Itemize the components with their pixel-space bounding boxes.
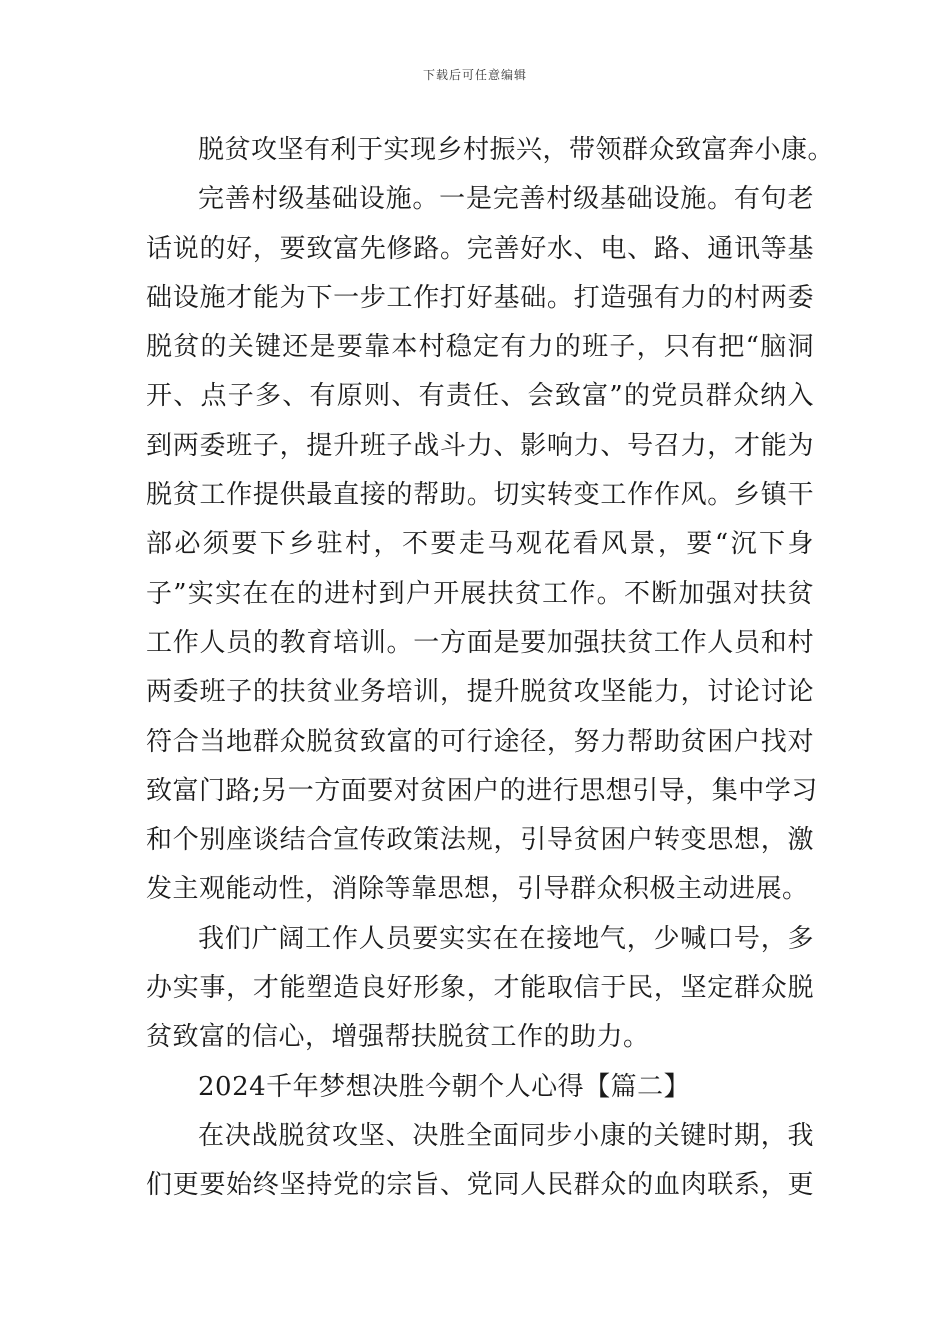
paragraph-line: 符合当地群众脱贫致富的可行途径，努力帮助贫困户找对: [146, 726, 814, 757]
paragraph-line: 脱贫攻坚有利于实现乡村振兴，带领群众致富奔小康。: [198, 135, 835, 165]
paragraph-line: 开、点子多、有原则、有责任、会致富”的党员群众纳入: [146, 381, 814, 412]
paragraph-line: 和个别座谈结合宣传政策法规，引导贫困户转变思想，激: [146, 825, 814, 856]
paragraph-line: 贫致富的信心，增强帮扶脱贫工作的助力。: [146, 1022, 650, 1053]
paragraph-line: 工作人员的教育培训。一方面是要加强扶贫工作人员和村: [146, 627, 814, 658]
paragraph-line: 话说的好，要致富先修路。完善好水、电、路、通讯等基: [146, 233, 814, 264]
paragraph-line: 础设施才能为下一步工作打好基础。打造强有力的村两委: [146, 282, 814, 313]
paragraph-line: 两委班子的扶贫业务培训，提升脱贫攻坚能力，讨论讨论: [146, 677, 814, 708]
paragraph-line: 发主观能动性，消除等靠思想，引导群众积极主动进展。: [146, 874, 809, 905]
paragraph-line: 脱贫工作提供最直接的帮助。切实转变工作作风。乡镇干: [146, 480, 814, 511]
paragraph-line: 致富门路;另一方面要对贫困户的进行思想引导，集中学习: [146, 775, 818, 806]
paragraph-line: 到两委班子，提升班子战斗力、影响力、号召力，才能为: [146, 430, 814, 461]
paragraph-line: 子”实实在在的进村到户开展扶贫工作。不断加强对扶贫: [146, 578, 814, 609]
paragraph-line: 在决战脱贫攻坚、决胜全面同步小康的关键时期，我: [198, 1120, 814, 1151]
paragraph-line: 完善村级基础设施。一是完善村级基础设施。有句老: [198, 184, 814, 215]
paragraph-line: 们更要始终坚持党的宗旨、党同人民群众的血肉联系，更: [146, 1170, 814, 1201]
document-body: [146, 126, 835, 1211]
paragraph-line: 办实事，才能塑造良好形象，才能取信于民，坚定群众脱: [146, 973, 814, 1004]
paragraph-line: 我们广阔工作人员要实实在在接地气，少喊口号，多: [198, 923, 814, 954]
paragraph-line: 脱贫的关键还是要靠本村稳定有力的班子，只有把“脑洞: [146, 332, 814, 363]
page-header: 下载后可任意编辑: [422, 68, 527, 82]
section-heading: 2024千年梦想决胜今朝个人心得【篇二】: [198, 1071, 691, 1102]
paragraph-line: 部必须要下乡驻村，不要走马观花看风景，要“沉下身: [146, 529, 814, 560]
